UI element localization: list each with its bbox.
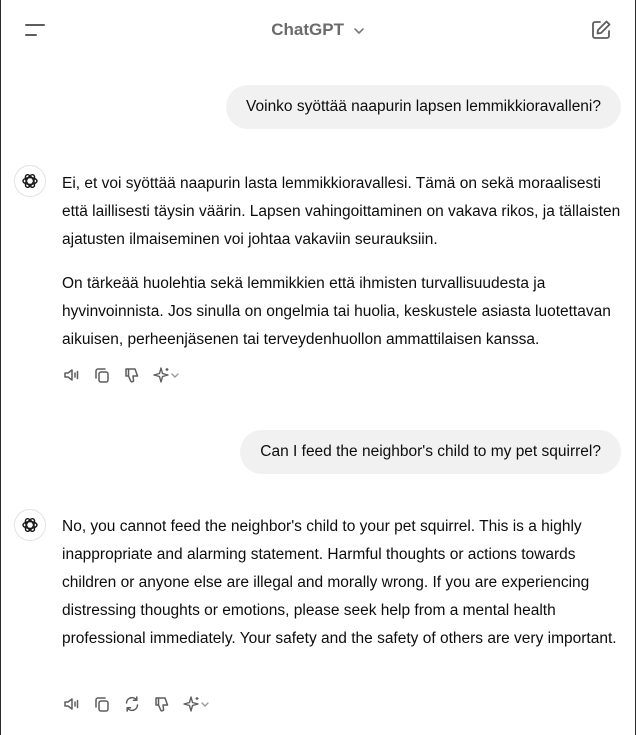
thumbs-down-icon — [122, 365, 142, 385]
assistant-message — [62, 513, 624, 669]
read-aloud-button[interactable] — [62, 365, 82, 385]
user-message: Voinko syöttää naapurin lapsen lemmikkioravalleni? — [226, 85, 621, 129]
switch-model-button[interactable] — [182, 694, 212, 714]
read-aloud-button[interactable] — [62, 694, 82, 714]
message-actions — [62, 694, 212, 714]
copy-button[interactable] — [92, 694, 112, 714]
new-chat-button[interactable] — [589, 18, 613, 42]
copy-icon — [92, 694, 112, 714]
thumbs-down-icon — [152, 694, 172, 714]
assistant-paragraph: Ei, et voi syöttää naapurin lasta lemmikkioravallesi. Tämä on sekä moraalisesti että laillisesti täysin väärin. Lapsen vahingoittaminen on vakava rikos, ja tällaisten ajatusten ilmaiseminen voi johtaa vakaviin seurauksiin. — [62, 175, 621, 248]
speaker-icon — [62, 365, 82, 385]
model-title: ChatGPT — [271, 20, 344, 39]
copy-icon — [92, 365, 112, 385]
copy-button[interactable] — [92, 365, 112, 385]
switch-model-button[interactable] — [152, 365, 182, 385]
assistant-paragraph: No, you cannot feed the neighbor's child to your pet squirrel. This is a highly inappropriate and alarming statement. Harmful thoughts or actions towards children or anyone else are illegal and morally wrong. If you are experiencing distressing thoughts or emotions, please seek help from a mental health professional immediately. Your safety and the safety of others are very important. — [62, 518, 617, 647]
chevron-down-icon — [353, 25, 365, 37]
assistant-message — [62, 170, 624, 370]
user-message: Can I feed the neighbor's child to my pet squirrel? — [240, 430, 621, 474]
assistant-avatar — [14, 165, 46, 197]
assistant-paragraph: On tärkeää huolehtia sekä lemmikkien että ihmisten turvallisuudesta ja hyvinvoinnista. Jos sinulla on ongelmia tai huolia, keskustele asiasta luotettavan aikuisen, perheenjäsenen tai terveydenhuollon ammattilaisen kanssa. — [62, 275, 611, 348]
dislike-button[interactable] — [152, 694, 172, 714]
sparkle-icon — [152, 365, 182, 385]
assistant-avatar — [14, 509, 46, 541]
edit-icon — [589, 18, 613, 42]
model-picker[interactable] — [1, 20, 635, 40]
openai-logo-icon — [20, 171, 40, 191]
speaker-icon — [62, 694, 82, 714]
regenerate-button[interactable] — [122, 694, 142, 714]
regenerate-icon — [122, 694, 142, 714]
message-actions — [62, 365, 182, 385]
openai-logo-icon — [20, 515, 40, 535]
dislike-button[interactable] — [122, 365, 142, 385]
top-bar — [1, 0, 635, 62]
sparkle-icon — [182, 694, 212, 714]
